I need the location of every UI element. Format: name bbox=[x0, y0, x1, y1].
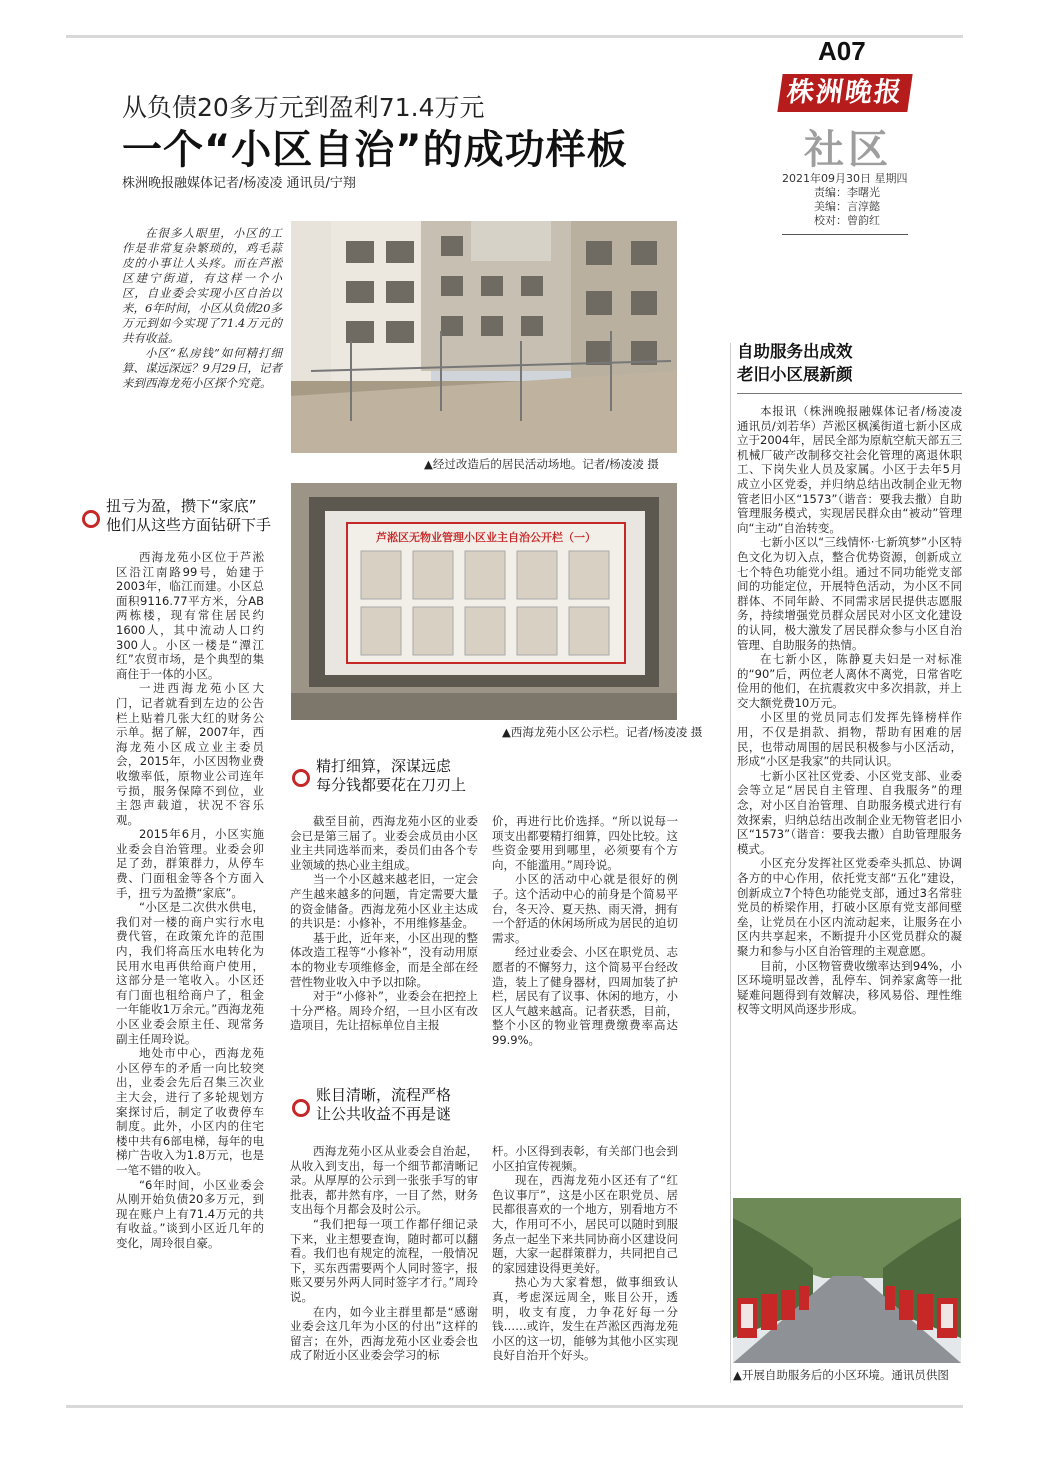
article-headline: 一个“小区自治”的成功样板 bbox=[122, 127, 628, 173]
article-paragraph: 在内，如今业主群里都是“感谢业委会这几年为小区的付出”这样的留言；在外，西海龙苑小区业委会也成了附近小区业委会学习的标 bbox=[290, 1304, 478, 1363]
lead-paragraph: 小区“私房钱”如何精打细算、谋远深远？9月29日，记者来到西海龙苑小区探个究竟。 bbox=[122, 346, 282, 390]
article-column-2-upper bbox=[290, 814, 478, 1033]
article-paragraph: 杆。小区得到表彰，有关部门也会到小区拍宣传视频。 bbox=[492, 1144, 678, 1173]
article-byline: 株洲晚报融媒体记者/杨凌凌 通讯员/宁翔 bbox=[122, 176, 356, 191]
courtyard-illustration bbox=[291, 221, 677, 453]
subheading-line: 让公共收益不再是谜 bbox=[316, 1105, 452, 1123]
article-paragraph: 西海龙苑小区从业委会自治起，从收入到支出，每一个细节都清晰记录。从厚厚的公示到一张张手写的审批表，都井然有序，一目了然，财务支出每个月都会及时公示。 bbox=[290, 1144, 478, 1217]
side-article-headline bbox=[737, 340, 853, 386]
issue-date: 2021年09月30日 星期四 bbox=[782, 172, 908, 185]
article-paragraph: 截至目前，西海龙苑小区的业委会已是第三届了。业委会成员由小区业主共同选举而来，委员们由各个专业领域的热心业主组成。 bbox=[290, 814, 478, 872]
article-paragraph: 一进西海龙苑小区大门，记者就看到左边的公告栏上贴着几张大红的财务公示单。据了解，2007年，西海龙苑小区成立业主委员会，2015年，小区因物业费收缴率低，原物业公司连年亏损，服务保障不到位，业主怨声载道，状况不容乐观。 bbox=[116, 681, 264, 827]
article-column-3-lower bbox=[492, 1144, 678, 1363]
article-paragraph: 现在，西海龙苑小区还有了“红色议事厅”，这是小区在职党员、居民都很喜欢的一个地方，别看地方不大，作用可不小，居民可以随时到服务点一起坐下来共同协商小区建设问题，大家一起群策群力，共同把自己的家园建设得更美好。 bbox=[492, 1173, 678, 1275]
side-article-body bbox=[737, 404, 962, 1017]
article-column-2-lower bbox=[290, 1144, 478, 1363]
subheading-line: 他们从这些方面钻研下手 bbox=[106, 516, 272, 534]
subheading-3 bbox=[316, 1086, 451, 1124]
article-paragraph: 当一个小区越来越老旧，一定会产生越来越多的问题，肯定需要大量的资金储备。西海龙苑小区业主达成的共识是：小修补，不用维修基金。 bbox=[290, 872, 478, 931]
notice-board-title: 芦淞区无物业管理小区业主自治公开栏（一） bbox=[376, 531, 596, 544]
red-ring-icon bbox=[82, 510, 100, 528]
bottom-rule bbox=[66, 1405, 963, 1408]
proofreader-credit: 校对：曾韵红 bbox=[814, 214, 880, 227]
section-title: 社区 bbox=[804, 126, 892, 173]
page-number: A07 bbox=[818, 36, 866, 66]
article-paragraph: 经过业委会、小区在职党员、志愿者的不懈努力，这个简易平台经改造，装上了健身器材，四周加装了护栏，居民有了议事、休闲的地方，小区人气越来越高。记者获悉，目前，整个小区的物业管理费缴费率高达99.9%。 bbox=[492, 945, 678, 1047]
subheading-line: 账目清晰，流程严格 bbox=[316, 1086, 452, 1104]
article-kicker: 从负债20多万元到盈利71.4万元 bbox=[122, 93, 485, 122]
article-column-1 bbox=[116, 550, 264, 1251]
courtyard-photo-caption: ▲经过改造后的居民活动场地。记者/杨凌凌 摄 bbox=[424, 457, 659, 471]
designer-credit: 美编：言淳懿 bbox=[814, 200, 880, 213]
header-divider bbox=[782, 234, 908, 235]
side-article-paragraph: 小区里的党员同志们发挥先锋榜样作用，不仅是捐款、捐物，帮助有困难的居民，也带动周围的居民积极参与小区活动，形成“小区是我家”的共同认识。 bbox=[737, 710, 962, 769]
article-paragraph: “小区是二次供水供电，我们对一楼的商户实行水电费代管，在政策允许的范围内，我们将高压水电转化为民用水电再供给商户使用，这部分是一笔收入。小区还有门面也租给商户了，租金一年能收1万余元。”西海龙苑小区业委会原主任、现常务副主任周玲说。 bbox=[116, 900, 264, 1046]
street-photo bbox=[733, 1198, 961, 1363]
article-paragraph: 对于“小修补”，业委会在把控上十分严格。周玲介绍，一旦小区有改造项目，先让招标单位自主报 bbox=[290, 989, 478, 1033]
article-paragraph: “6年时间，小区业委会从刚开始负债20多万元，到现在账户上有71.4万元的共有收益。”谈到小区近几年的变化，周玲很自豪。 bbox=[116, 1177, 264, 1250]
article-paragraph: “我们把每一项工作都仔细记录下来，业主想要查询，随时都可以翻看。我们也有规定的流程，一般情况下，买东西需要两个人同时签字，报账又要另外两人同时签字才行。”周玲说。 bbox=[290, 1216, 478, 1304]
side-article-paragraph: 小区充分发挥社区党委牵头抓总、协调各方的中心作用，依托党支部“五化”建设，创新成立7个特色功能党支部，通过3名常驻党员的桥梁作用，打破小区原有党支部间壁垒，让党员在小区内流动起来，让服务在小区内共享起来，不断提升小区党员群众的凝聚力和参与小区自治管理的主观意愿。 bbox=[737, 856, 962, 958]
article-column-3-upper bbox=[492, 814, 678, 1048]
article-paragraph: 价，再进行比价选择。“所以说每一项支出都要精打细算，四处比较。这些资金要用到哪里，必须要有个方向，不能滥用。”周玲说。 bbox=[492, 814, 678, 872]
side-headline-line: 自助服务出成效 bbox=[737, 342, 853, 361]
courtyard-photo bbox=[291, 221, 677, 453]
article-paragraph: 小区的活动中心就是很好的例子。这个活动中心的前身是个简易平台，冬天冷、夏天热、雨天滑，拥有一个舒适的休闲场所成为居民的迫切需求。 bbox=[492, 872, 678, 945]
subheading-line: 每分钱都要花在刀刃上 bbox=[316, 776, 467, 794]
subheading-2 bbox=[316, 757, 466, 795]
side-article-paragraph: 七新小区以“三线情怀·七新筑梦”小区特色文化为切入点，整合优势资源，创新成立七个特色功能党小组。通过不同功能党支部间的功能定位，开展特色活动，为小区不同群体、不同年龄、不同需求居民提供志愿服务，持续增强党员群众居民对小区文化建设的认同，极大激发了居民群众参与小区自治管理、自助服务的热情。 bbox=[737, 535, 962, 652]
subheading-line: 精打细算，深谋远虑 bbox=[316, 757, 452, 775]
side-headline-line: 老旧小区展新颜 bbox=[737, 365, 853, 384]
article-paragraph: 西海龙苑小区位于芦淞区沿江南路99号，始建于2003年，临江而建。小区总面积9116.77平方米，分AB两栋楼，现有常住居民约1600人，其中流动人口约300人。小区一楼是“潭江红”农贸市场，是个典型的集商住于一体的小区。 bbox=[116, 550, 264, 681]
notice-board-illustration bbox=[291, 483, 677, 720]
red-ring-icon bbox=[292, 769, 310, 787]
article-paragraph: 地处市中心，西海龙苑小区停车的矛盾一向比较突出，业委会先后召集三次业主大会，进行了多轮规划方案探讨后，制定了收费停车制度。此外，小区内的住宅楼中共有6部电梯，每年的电梯广告收入为1.8万元，也是一笔不错的收入。 bbox=[116, 1046, 264, 1177]
street-illustration bbox=[733, 1198, 961, 1363]
subheading-line: 扭亏为盈，攒下“家底” bbox=[106, 497, 257, 515]
side-article-paragraph: 在七新小区，陈静夏夫妇是一对标准的“90”后，两位老人离休不离党，日常省吃俭用的他们，在抗震救灾中多次捐款，并上交大额党费10万元。 bbox=[737, 652, 962, 710]
lead-paragraph: 在很多人眼里，小区的工作是非常复杂繁琐的，鸡毛蒜皮的小事让人头疼。而在芦淞区建宁街道，有这样一个小区，自业委会实现小区自治以来，6年时间，小区从负债20多万元到如今实现了71.4万元的共有收益。 bbox=[122, 226, 282, 345]
notice-board-photo-caption: ▲西海龙苑小区公示栏。记者/杨凌凌 摄 bbox=[502, 725, 703, 739]
article-paragraph: 2015年6月，小区实施业委会自治管理。业委会卯足了劲，群策群力，从停车费、门面租金等各个方面入手，扭亏为盈攒“家底”。 bbox=[116, 827, 264, 900]
notice-board-photo bbox=[291, 483, 677, 720]
street-photo-caption: ▲开展自助服务后的小区环境。通讯员供图 bbox=[733, 1368, 949, 1382]
article-lead bbox=[122, 226, 282, 391]
subheading-1 bbox=[106, 497, 271, 535]
column-divider bbox=[730, 343, 731, 1383]
side-article-paragraph: 本报讯（株洲晚报融媒体记者/杨凌凌 通讯员/刘若华）芦淞区枫溪街道七新小区成立于2004年，居民全部为原航空航天部五三机械厂破产改制移交社会化管理的离退休职工、下岗失业人员及家属。小区于去年5月成立小区党委，并归纳总结出改制企业无物管老旧小区“1573”（谐音：要我去撒）自助管理服务模式，实现居民群众由“被动”管理向“主动”自治转变。 bbox=[737, 404, 962, 535]
article-paragraph: 热心为大家着想，做事细致认真，考虑深远周全，账目公开，透明，收支有度，力争花好每一分钱……或许，发生在芦淞区西海龙苑小区的这一切，能够为其他小区实现良好自治开个好头。 bbox=[492, 1275, 678, 1363]
article-paragraph: 基于此，近年来，小区出现的整体改造工程等“小修补”，没有动用原本的物业专项维修金，而是全部在经营性物业收入中予以扣除。 bbox=[290, 930, 478, 989]
side-article-paragraph: 七新小区社区党委、小区党支部、业委会等立足“居民自主管理、自我服务”的理念，对小区自治管理、自助服务模式进行有效探索，归纳总结出改制企业无物管老旧小区“1573”（谐音：要我去撒）自助管理服务模式。 bbox=[737, 768, 962, 856]
side-headline-rule bbox=[737, 393, 962, 394]
masthead-logo: 株洲晚报 bbox=[777, 74, 912, 112]
side-article-paragraph: 目前，小区物管费收缴率达到94%，小区环境明显改善，乱停车、饲养家禽等一批疑难问题得到有效解决，移风易俗、理性维权等文明风尚逐步形成。 bbox=[737, 958, 962, 1017]
editor-credit: 责编：李曙光 bbox=[814, 186, 880, 199]
red-ring-icon bbox=[292, 1099, 310, 1117]
